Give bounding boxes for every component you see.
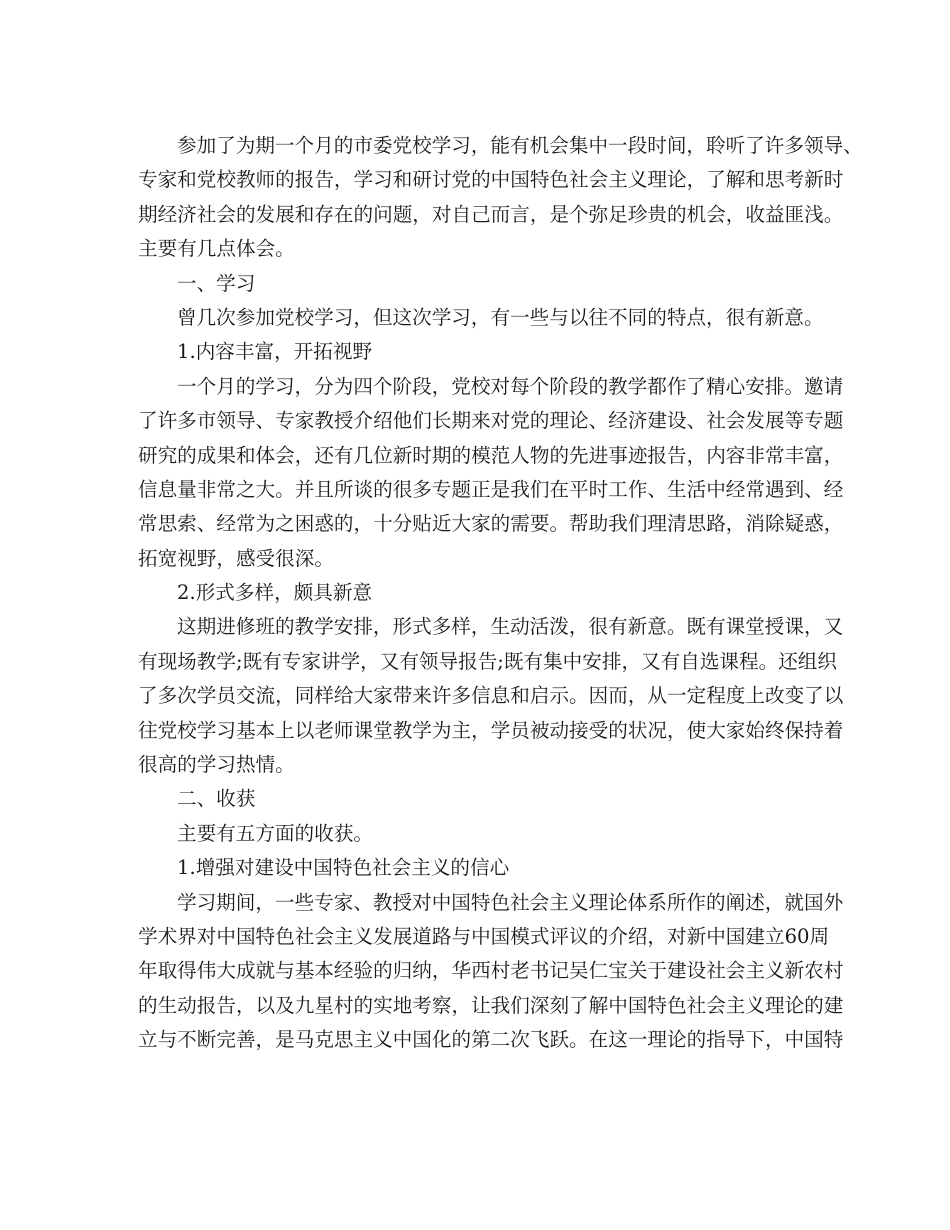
text-line: 这期进修班的教学安排，形式多样，生动活泼，很有新意。既有课堂授课，又 <box>177 615 844 639</box>
section-heading: 二、收获 <box>177 787 256 811</box>
text-line: 主要有几点体会。 <box>138 237 295 261</box>
section-heading: 一、学习 <box>177 271 256 295</box>
text-line: 年取得伟大成就与基本经验的归纳，华西村老书记吴仁宝关于建设社会主义新农村 <box>138 959 844 983</box>
text-line: 了许多市领导、专家教授介绍他们长期来对党的理论、经济建设、社会发展等专题 <box>138 409 844 433</box>
text-line: 学习期间，一些专家、教授对中国特色社会主义理论体系所作的阐述，就国外 <box>177 890 844 914</box>
subsection-heading: 1.增强对建设中国特色社会主义的信心 <box>177 856 510 880</box>
subsection-heading: 1.内容丰富，开拓视野 <box>177 340 373 364</box>
text-line: 有现场教学;既有专家讲学，又有领导报告;既有集中安排，又有自选课程。还组织 <box>138 649 837 673</box>
subsection-heading: 2.形式多样，颇具新意 <box>177 581 373 605</box>
text-line: 的生动报告，以及九星村的实地考察，让我们深刻了解中国特色社会主义理论的建 <box>138 993 844 1017</box>
text-line: 一个月的学习，分为四个阶段，党校对每个阶段的教学都作了精心安排。邀请 <box>177 374 844 398</box>
text-line: 主要有五方面的收获。 <box>177 821 373 845</box>
text-line: 参加了为期一个月的市委党校学习，能有机会集中一段时间，聆听了许多领导、 <box>177 134 863 157</box>
document-body <box>138 129 863 1058</box>
text-line: 期经济社会的发展和存在的问题，对自己而言，是个弥足珍贵的机会，收益匪浅。 <box>138 202 844 226</box>
text-line: 很高的学习热情。 <box>138 753 295 777</box>
text-line: 信息量非常之大。并且所谈的很多专题正是我们在平时工作、生活中经常遇到、经 <box>138 477 844 501</box>
text-line: 学术界对中国特色社会主义发展道路与中国模式评议的介绍，对新中国建立60周 <box>138 924 830 948</box>
text-line: 立与不断完善，是马克思主义中国化的第二次飞跃。在这一理论的指导下，中国特 <box>138 1028 844 1052</box>
text-line: 研究的成果和体会，还有几位新时期的模范人物的先进事迹报告，内容非常丰富， <box>138 443 844 467</box>
text-line: 常思索、经常为之困惑的，十分贴近大家的需要。帮助我们理清思路，消除疑惑， <box>138 512 844 536</box>
text-line: 了多次学员交流，同样给大家带来许多信息和启示。因而，从一定程度上改变了以 <box>138 684 844 708</box>
text-line: 专家和党校教师的报告，学习和研讨党的中国特色社会主义理论，了解和思考新时 <box>138 168 844 192</box>
text-line: 曾几次参加党校学习，但这次学习，有一些与以往不同的特点，很有新意。 <box>177 305 824 329</box>
text-line: 往党校学习基本上以老师课堂教学为主，学员被动接受的状况，使大家始终保持着 <box>138 718 844 742</box>
text-line: 拓宽视野，感受很深。 <box>138 546 334 570</box>
